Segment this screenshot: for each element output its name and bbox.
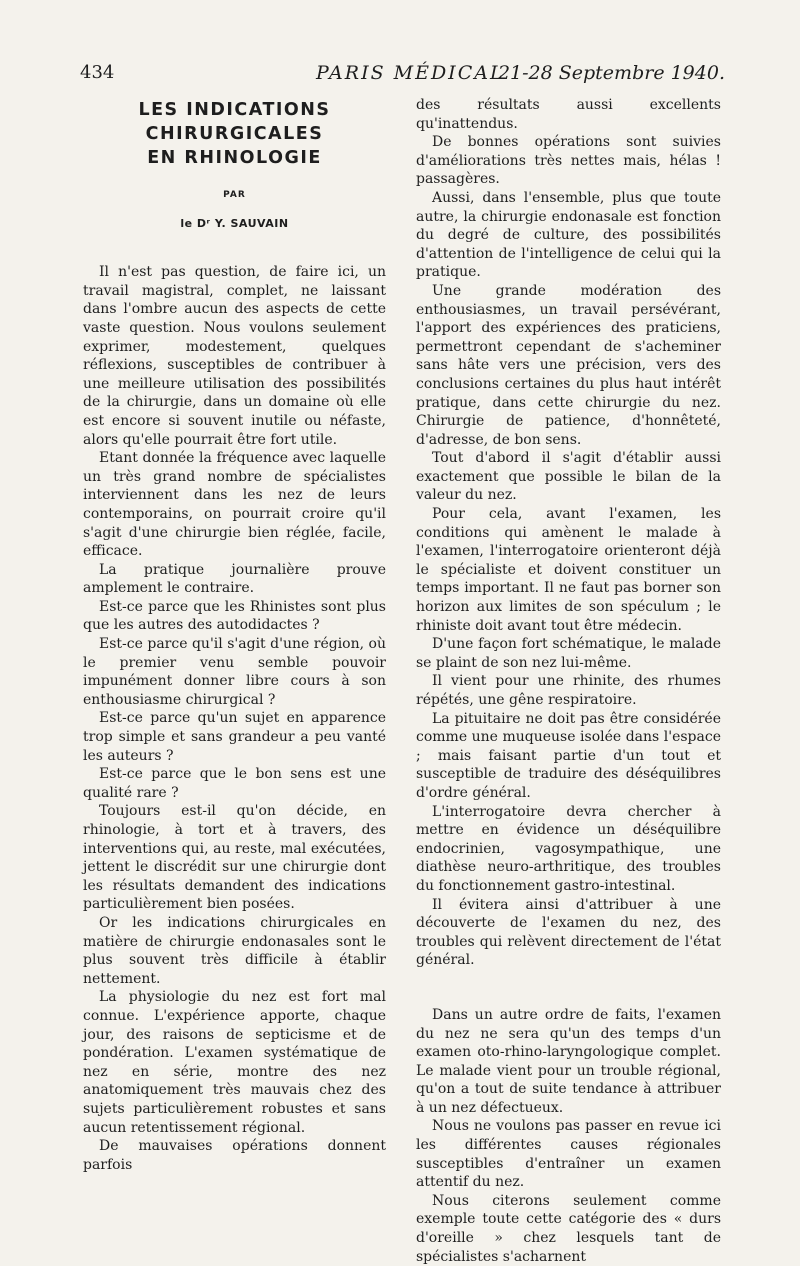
paragraph: La physiologie du nez est fort mal connue. L'expérience apporte, chaque jour, des raisons de septicisme et de pondération. L'examen systématique de nez en série, montre des nez anatomiquement très mauvais chez des sujets particulièrement robustes et sans aucun retentissement régional. — [83, 989, 386, 1136]
paragraph: La pratique journalière prouve amplement le contraire. — [83, 561, 386, 597]
paragraph: Est-ce parce qu'un sujet en apparence trop simple et sans grandeur a peu vanté les auteurs ? — [83, 710, 386, 764]
title-line: LES INDICATIONS — [138, 100, 331, 120]
page-header — [80, 62, 725, 90]
article-title — [83, 98, 386, 170]
paragraph: Toujours est-il qu'on décide, en rhinologie, à tort et à travers, des interventions qui, au reste, mal exécutées, jettent le discrédit sur une chirurgie dont les résultats demandent des indications particulièrement bien posées. — [83, 803, 386, 913]
paragraph: Pour cela, avant l'examen, les conditions qui amènent le malade à l'examen, l'interrogatoire orienteront déjà le spécialiste et doivent constituer un temps important. Il ne faut pas borner son horizon aux limites de son spéculum ; le rhiniste doit avant tout être médecin. — [416, 506, 721, 634]
paragraph: Une grande modération des enthousiasmes, un travail persévérant, l'apport des expériences des praticiens, permettront cependant de s'acheminer sans hâte vers une précision, vers des conclusions certaines du plus haut intérêt pratique, dans cette chirurgie du nez. Chirurgie de patience, d'honnêteté, d'adresse, de bon sens. — [416, 282, 721, 448]
paragraph: L'interrogatoire devra chercher à mettre en évidence un déséquilibre endocrinien, vagosympathique, une diathèse neuro-arthritique, des troubles du fonctionnement gastro-intestinal. — [416, 803, 721, 894]
paragraph: Est-ce parce qu'il s'agit d'une région, où le premier venu semble pouvoir impunément donner libre cours à son enthousiasme chirurgical ? — [83, 636, 386, 708]
paragraph: Est-ce parce que le bon sens est une qualité rare ? — [83, 766, 386, 801]
paragraph: Aussi, dans l'ensemble, plus que toute autre, la chirurgie endonasale est fonction du degré de culture, des possibilités d'attention de l'intelligence de celui qui la pratique. — [416, 189, 721, 281]
paragraph: D'une façon fort schématique, le malade se plaint de son nez lui-même. — [416, 636, 721, 671]
paragraph: De mauvaises opérations donnent parfois — [83, 1138, 386, 1173]
title-line: CHIRURGICALES — [145, 124, 324, 144]
paragraph: Il évitera ainsi d'attribuer à une découverte de l'examen du nez, des troubles qui relèvent directement de l'état général. — [416, 896, 721, 969]
paragraph: Nous citerons seulement comme exemple toute cette catégorie des « durs d'oreille » chez lesquels tant de spécialistes s'acharnent — [416, 1192, 721, 1265]
title-line: EN RHINOLOGIE — [147, 148, 322, 168]
paragraph: La pituitaire ne doit pas être considérée comme une muqueuse isolée dans l'espace ; mais faisant partie d'un tout et susceptible de traduire des déséquilibres d'ordre général. — [416, 710, 721, 801]
paragraph: Il vient pour une rhinite, des rhumes répétés, une gêne respiratoire. — [416, 673, 721, 708]
section-break — [416, 970, 721, 1006]
page-number: 434 — [80, 62, 115, 83]
paragraph: De bonnes opérations sont suivies d'améliorations très nettes mais, hélas ! passagères. — [416, 134, 721, 188]
issue-date: 21-28 Septembre 1940. — [497, 62, 725, 84]
paragraph: Nous ne voulons pas passer en revue ici les différentes causes régionales susceptibles d'entraîner un examen attentif du nez. — [416, 1118, 721, 1191]
left-column — [83, 96, 386, 1174]
paragraph: Etant donnée la fréquence avec laquelle un très grand nombre de spécialistes interviennent dans les nez de leurs contemporains, on pourrait croire qu'il s'agit d'une chirurgie bien réglée, facile, efficace. — [83, 450, 386, 560]
paragraph: Il n'est pas question, de faire ici, un travail magistral, complet, ne laissant dans l'ombre aucun des aspects de cette vaste question. Nous voulons seulement exprimer, modestement, quelques réflexions, susceptibles de contribuer à une meilleure utilisation des possibilités de la chirurgie, dans un domaine où elle est encore si souvent inutile ou néfaste, alors qu'elle pourrait être fort utile. — [83, 264, 386, 448]
paragraph: Est-ce parce que les Rhinistes sont plus que les autres des autodidactes ? — [83, 598, 386, 634]
paragraph: des résultats aussi excellents qu'inattendus. — [416, 97, 721, 132]
byline-par: PAR — [223, 190, 246, 200]
paragraph: Dans un autre ordre de faits, l'examen du nez ne sera qu'un des temps d'un examen oto-rhino-laryngologique complet. Le malade vient pour un trouble régional, qu'on a tout de suite tendance à attribuer à un nez défectueux. — [416, 1006, 721, 1116]
author-name: le Dʳ Y. SAUVAIN — [180, 216, 289, 230]
journal-title: PARIS MÉDICAL — [316, 62, 505, 84]
paragraph: Tout d'abord il s'agit d'établir aussi exactement que possible le bilan de la valeur du nez. — [416, 450, 721, 504]
right-column — [416, 96, 721, 1266]
paragraph: Or les indications chirurgicales en matière de chirurgie endonasales sont le plus souvent très difficile à établir nettement. — [83, 914, 386, 987]
